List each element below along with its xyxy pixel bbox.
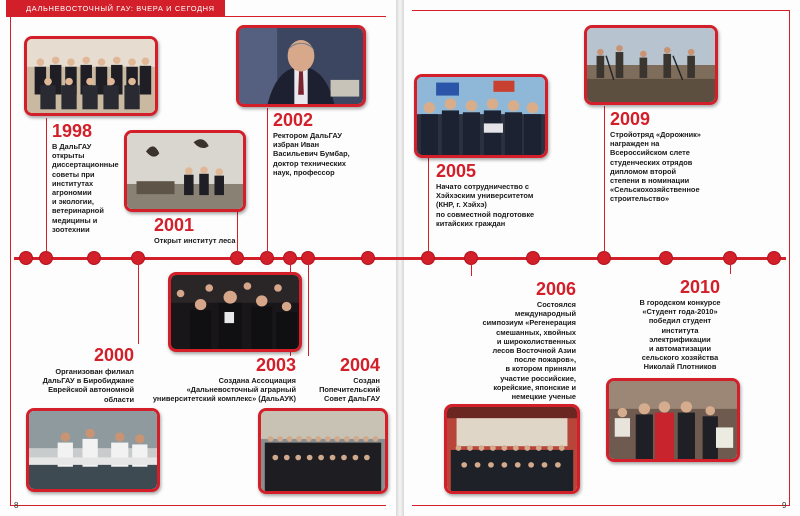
stem-2006 <box>471 262 472 276</box>
year-2010: 2010 <box>679 277 720 297</box>
event-line: сельского хозяйства <box>641 353 719 363</box>
event-line: доктор технических <box>273 158 347 168</box>
event-line: области <box>104 394 134 404</box>
event-line: по совместной подготовке <box>436 209 535 219</box>
stem-2005 <box>428 158 429 254</box>
stem-2010 <box>730 262 731 274</box>
event-2000-text <box>20 367 134 404</box>
stem-1998 <box>46 118 47 254</box>
event-line: Начато сотрудничество с <box>436 182 530 191</box>
stem-2000 <box>138 262 139 344</box>
event-line: награжден на <box>610 139 660 149</box>
stem-2004 <box>308 262 309 356</box>
event-line: победил студент <box>648 316 712 326</box>
photo-2001-institute <box>124 130 246 212</box>
photo-2005-students <box>414 74 548 158</box>
event-line: электрификации <box>649 334 711 344</box>
event-line: смешанных, хвойных <box>496 327 576 337</box>
photo-2003-association <box>168 272 302 352</box>
event-line: и автоматизации <box>648 344 712 354</box>
header-tab <box>6 0 225 17</box>
event-line: Стройотряд «Дорожник» <box>610 130 701 139</box>
event-line: Создана Ассоциация <box>218 376 296 385</box>
timeline-dot <box>20 252 32 264</box>
event-line: Создан <box>353 376 380 385</box>
header-title: ДАЛЬНЕВОСТОЧНЫЙ ГАУ: ВЧЕРА И СЕГОДНЯ <box>26 4 215 13</box>
year-2005: 2005 <box>436 161 477 181</box>
page-number-left: 8 <box>14 501 19 510</box>
timeline-dot <box>362 252 374 264</box>
photo-2006-symposium <box>444 404 580 494</box>
event-line: Еврейской автономной <box>48 385 134 395</box>
event-line: китайских граждан <box>436 218 506 228</box>
event-line: открыты <box>52 151 85 161</box>
event-line: диссертационные <box>52 160 119 170</box>
timeline-dot <box>768 252 780 264</box>
event-line: и широколиственных <box>496 336 576 346</box>
event-line: советы при <box>52 169 95 179</box>
event-line: участие российские, <box>500 373 576 383</box>
event-line: институтах <box>52 178 94 188</box>
event-line: строительство» <box>610 194 670 204</box>
event-2003-text <box>150 376 296 404</box>
event-line: Организован филиал <box>55 367 134 376</box>
event-line: немецкие ученые <box>511 392 576 402</box>
event-line: и экологии, <box>52 197 94 207</box>
event-line: Состоялся <box>536 300 576 309</box>
event-line: после пожаров», <box>514 355 576 365</box>
event-line: «Дальневосточный аграрный <box>186 385 296 395</box>
event-line: международный <box>514 309 576 319</box>
event-2005-text <box>436 182 566 228</box>
stem-2009 <box>604 106 605 254</box>
year-2003: 2003 <box>255 355 296 375</box>
event-line: (КНР, г. Хэйхэ) <box>436 200 487 210</box>
event-line: университетский комплекс» (ДальАУК) <box>152 394 296 404</box>
event-2009-text <box>610 130 730 204</box>
year-2006: 2006 <box>535 279 576 299</box>
event-line: корейские, японские и <box>493 382 576 392</box>
event-line: избран Иван <box>273 140 320 150</box>
right-frame-edge <box>789 10 790 506</box>
photo-2009-construction <box>584 25 718 105</box>
event-line: Совет ДальГАУ <box>324 394 380 404</box>
photo-2002-rector <box>236 25 366 107</box>
event-line: В ДальГАУ <box>52 142 92 151</box>
photo-1998-council <box>24 36 158 116</box>
year-1998: 1998 <box>52 121 93 141</box>
event-2010-text <box>622 298 738 372</box>
event-line: зоотехнии <box>52 224 90 234</box>
timeline-dot <box>88 252 100 264</box>
event-2002-text <box>273 131 383 177</box>
event-line: в котором приняли <box>505 364 576 374</box>
event-line: «Студент года-2010» <box>642 307 718 317</box>
event-line: Васильевич Бумбар, <box>273 149 350 159</box>
event-line: степени в номинации <box>610 176 690 186</box>
timeline-dot <box>527 252 539 264</box>
photo-2010-student <box>606 378 740 462</box>
year-2004: 2004 <box>339 355 380 375</box>
event-line: ДальГАУ в Биробиджане <box>42 376 134 386</box>
event-1998-text <box>52 142 132 234</box>
header-rule <box>10 16 386 17</box>
left-frame-edge <box>10 16 11 506</box>
event-line: Открыт институт леса <box>154 236 236 245</box>
event-line: наук, профессор <box>273 167 335 177</box>
event-2001-text <box>154 236 274 245</box>
right-frame-bottom <box>412 505 790 506</box>
event-line: Николай Плотников <box>643 362 717 372</box>
event-line: Попечительский <box>319 385 380 395</box>
photo-2004-council <box>258 408 388 494</box>
photo-2000-branch <box>26 408 160 492</box>
event-line: медицины и <box>52 215 98 225</box>
event-line: лесов Восточной Азии <box>492 346 576 356</box>
event-line: дипломом второй <box>610 166 677 176</box>
left-frame-bottom <box>10 505 386 506</box>
event-2004-text <box>300 376 380 404</box>
event-line: студенческих отрядов <box>610 157 693 167</box>
year-2001: 2001 <box>154 215 195 235</box>
event-line: ветеринарной <box>52 206 104 216</box>
event-line: Ректором ДальГАУ <box>273 131 343 140</box>
event-line: Всероссийском слете <box>610 148 690 158</box>
event-line: Хэйхэским университетом <box>436 191 534 201</box>
event-2006-text <box>456 300 576 401</box>
year-2002: 2002 <box>273 110 314 130</box>
event-line: института <box>661 325 699 335</box>
event-line: «Сельскохозяйственное <box>610 185 700 195</box>
event-line: В городском конкурсе <box>639 298 721 307</box>
timeline-dot <box>660 252 672 264</box>
stem-2001 <box>237 208 238 254</box>
right-frame-top <box>412 10 790 11</box>
event-line: симпозиум «Регенерация <box>482 318 576 328</box>
stem-2002 <box>267 108 268 254</box>
year-2000: 2000 <box>93 345 134 365</box>
page-number-right: 9 <box>782 501 787 510</box>
event-line: агрономии <box>52 188 92 198</box>
year-2009: 2009 <box>610 109 651 129</box>
